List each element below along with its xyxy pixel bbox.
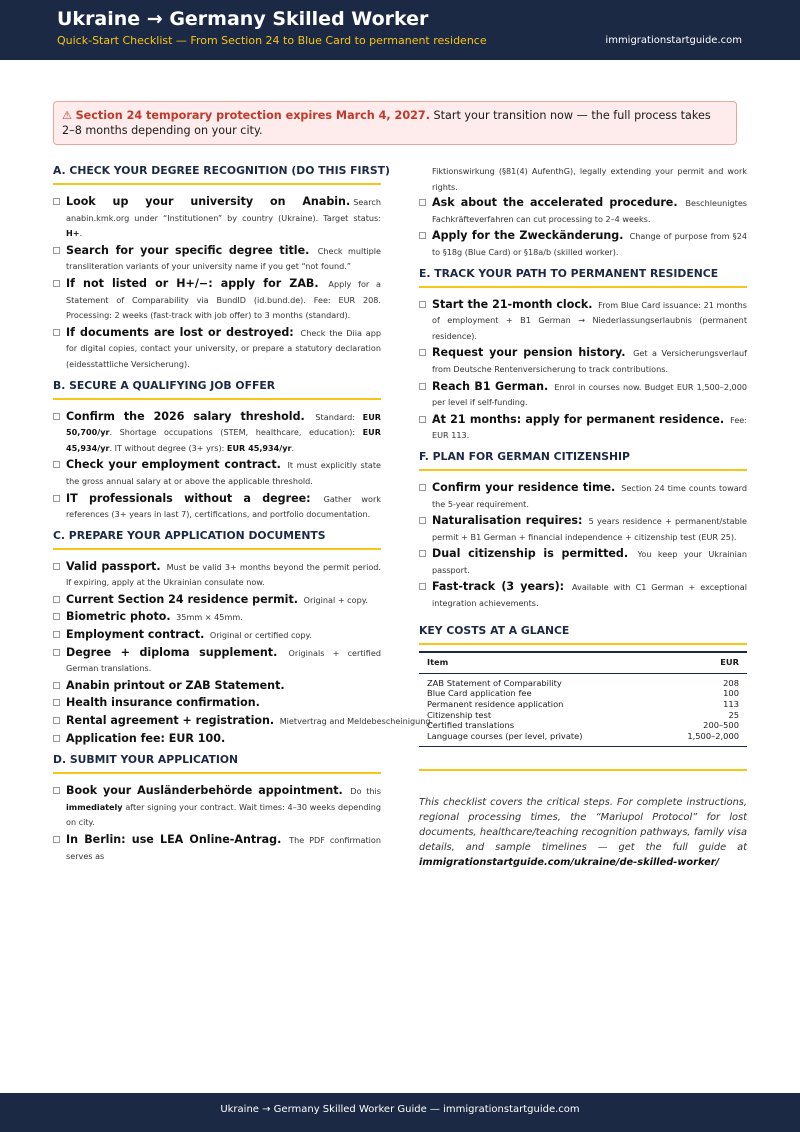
checkbox[interactable] <box>53 613 60 620</box>
checkbox[interactable] <box>419 517 426 524</box>
costs-col-eur: EUR <box>654 652 747 674</box>
checklist-item: Start the 21-month clock. From Blue Card issuance: 21 months of employment + B1 German → Niederlassungserlaubnis (permanent residence). <box>419 297 747 345</box>
expiry-alert <box>53 101 737 145</box>
checklist-item: Employment contract. Original or certified copy. <box>53 627 381 644</box>
document-subtitle: Quick-Start Checklist — From Section 24 to Blue Card to permanent residence <box>57 34 487 47</box>
checkbox[interactable] <box>53 247 60 254</box>
checkbox[interactable] <box>53 735 60 742</box>
item-continuation: Fiktionswirkung (§81(4) AufenthG), legally extending your permit and work rights. <box>432 166 747 192</box>
checklist-item: Confirm your residence time. Section 24 time counts toward the 5-year requirement. <box>419 480 747 512</box>
checkbox[interactable] <box>419 383 426 390</box>
checklist-item: Anabin printout or ZAB Statement. <box>53 678 381 695</box>
checklist-item: Search for your specific degree title. Check multiple transliteration variants of your university name if you get “not found.” <box>53 243 381 275</box>
checklist-item: Biometric photo. 35mm × 45mm. <box>53 609 381 626</box>
left-column <box>53 164 434 865</box>
checklist-item: Check your employment contract. It must explicitly state the gross annual salary at or above the applicable threshold. <box>53 457 381 489</box>
checkbox[interactable] <box>419 199 426 206</box>
checklist-item: IT professionals without a degree: Gather work references (3+ years in last 7), certifications, and portfolio documentation. <box>53 491 381 523</box>
section-e-heading: E. TRACK YOUR PATH TO PERMANENT RESIDENCE <box>419 267 747 288</box>
checkbox[interactable] <box>419 550 426 557</box>
costs-col-item: Item <box>419 652 654 674</box>
checkbox[interactable] <box>53 717 60 724</box>
right-column <box>419 166 747 870</box>
document-title: Ukraine → Germany Skilled Worker <box>57 8 429 30</box>
checklist-item: In Berlin: use LEA Online-Antrag. The PDF confirmation serves as <box>53 832 381 864</box>
checklist-item: Current Section 24 residence permit. Original + copy. <box>53 592 381 609</box>
checklist-item: At 21 months: apply for permanent residence. Fee: EUR 113. <box>419 412 747 444</box>
checklist-item: Application fee: EUR 100. <box>53 731 381 748</box>
checkbox[interactable] <box>419 232 426 239</box>
checkbox[interactable] <box>53 596 60 603</box>
checklist-item: Rental agreement + registration. Mietvertrag and Meldebescheinigung. <box>53 713 381 730</box>
section-f-heading: F. PLAN FOR GERMAN CITIZENSHIP <box>419 450 747 471</box>
checkbox[interactable] <box>419 416 426 423</box>
costs-heading: KEY COSTS AT A GLANCE <box>419 624 747 645</box>
table-row: Permanent residence application 113 <box>427 699 739 710</box>
checklist-item: Naturalisation requires: 5 years residence + permanent/stable permit + B1 German + financial independence + citizenship test (EUR 25). <box>419 513 747 545</box>
checklist-item: Health insurance confirmation. <box>53 695 381 712</box>
checklist-item: Confirm the 2026 salary threshold. Standard: EUR 50,700/yr. Shortage occupations (STEM, healthcare, education): EUR 45,934/yr. IT without degree (3+ yrs): EUR 45,934/yr. <box>53 409 381 457</box>
alert-strong: Section 24 temporary protection expires March 4, 2027. <box>75 109 430 122</box>
checkbox[interactable] <box>419 349 426 356</box>
section-d-heading: D. SUBMIT YOUR APPLICATION <box>53 753 381 774</box>
header <box>0 0 800 60</box>
checklist-item: Ask about the accelerated procedure. Beschleunigtes Fachkräfteverfahren can cut processing to 2–4 weeks. <box>419 195 747 227</box>
alert-text: Start your transition now — the full process takes 2–8 months depending on your city. <box>62 109 711 137</box>
table-row: Certified translations 200–500 <box>427 720 739 731</box>
checkbox[interactable] <box>53 836 60 843</box>
checklist-item: Valid passport. Must be valid 3+ months beyond the permit period. If expiring, apply at the Ukrainian consulate now. <box>53 559 381 591</box>
checkbox[interactable] <box>53 413 60 420</box>
checkbox[interactable] <box>53 682 60 689</box>
checklist-item: Dual citizenship is permitted. You keep your Ukrainian passport. <box>419 546 747 578</box>
closing-note: This checklist covers the critical steps. For complete instructions, regional processing times, the “Mariupol Protocol” for lost documents, healthcare/teaching recognition pathways, family visa details, and sample timelines — get the full guide at immigrationstartguide.com/ukraine/de-skilled-worker/ <box>419 796 747 868</box>
checkbox[interactable] <box>419 484 426 491</box>
checkbox[interactable] <box>53 461 60 468</box>
checklist-item: If not listed or H+/−: apply for ZAB. Apply for a Statement of Comparability via BundID (id.bund.de). Fee: EUR 208. Processing: 2 weeks (fast-track with job offer) to 3 months (standard). <box>53 276 381 324</box>
table-row: Language courses (per level, private) 1,500–2,000 <box>419 731 747 746</box>
section-c-heading: C. PREPARE YOUR APPLICATION DOCUMENTS <box>53 529 381 550</box>
footer: Ukraine → Germany Skilled Worker Guide — immigrationstartguide.com <box>0 1093 800 1132</box>
checkbox[interactable] <box>53 563 60 570</box>
table-row: Blue Card application fee 100 <box>427 688 739 699</box>
checklist-item: If documents are lost or destroyed: Check the Diia app for digital copies, contact your university, or prepare a statutory declaration (eidesstattliche Versicherung). <box>53 325 381 373</box>
table-row: Citizenship test 25 <box>427 709 739 720</box>
checklist-item: Apply for the Zweckänderung. Change of purpose from §24 to §18g (Blue Card) or §18a/b (skilled worker). <box>419 228 747 260</box>
section-a-heading: A. CHECK YOUR DEGREE RECOGNITION (DO THIS FIRST) <box>53 164 381 185</box>
checkbox[interactable] <box>53 787 60 794</box>
divider <box>419 769 747 771</box>
checkbox[interactable] <box>419 583 426 590</box>
guide-link[interactable]: immigrationstartguide.com/ukraine/de-skilled-worker/ <box>419 856 720 868</box>
checkbox[interactable] <box>53 495 60 502</box>
checklist-item: Degree + diploma supplement. Originals + certified German translations. <box>53 645 381 677</box>
checklist-item: Look up your university on Anabin. Search anabin.kmk.org under “Institutionen” by country (Ukraine). Target status: H+. <box>53 194 381 242</box>
checklist-item: Request your pension history. Get a Versicherungsverlauf from Deutsche Rentenversicherung to track contributions. <box>419 345 747 377</box>
checkbox[interactable] <box>419 301 426 308</box>
checklist-item: Reach B1 German. Enrol in courses now. Budget EUR 1,500–2,000 per level if self-funding. <box>419 379 747 411</box>
checkbox[interactable] <box>53 649 60 656</box>
site-link[interactable]: immigrationstartguide.com <box>605 35 742 46</box>
checkbox[interactable] <box>53 198 60 205</box>
table-row: ZAB Statement of Comparability 208 <box>427 677 739 688</box>
checkbox[interactable] <box>53 699 60 706</box>
checkbox[interactable] <box>53 631 60 638</box>
section-b-heading: B. SECURE A QUALIFYING JOB OFFER <box>53 379 381 400</box>
warning-icon: ⚠ <box>62 109 73 122</box>
checklist-item: Book your Ausländerbehörde appointment. Do this immediately after signing your contract. Wait times: 4–30 weeks depending on city. <box>53 783 381 831</box>
checklist-item: Fast-track (3 years): Available with C1 German + exceptional integration achievements. <box>419 579 747 611</box>
checkbox[interactable] <box>53 329 60 336</box>
costs-table <box>419 651 747 747</box>
checkbox[interactable] <box>53 280 60 287</box>
